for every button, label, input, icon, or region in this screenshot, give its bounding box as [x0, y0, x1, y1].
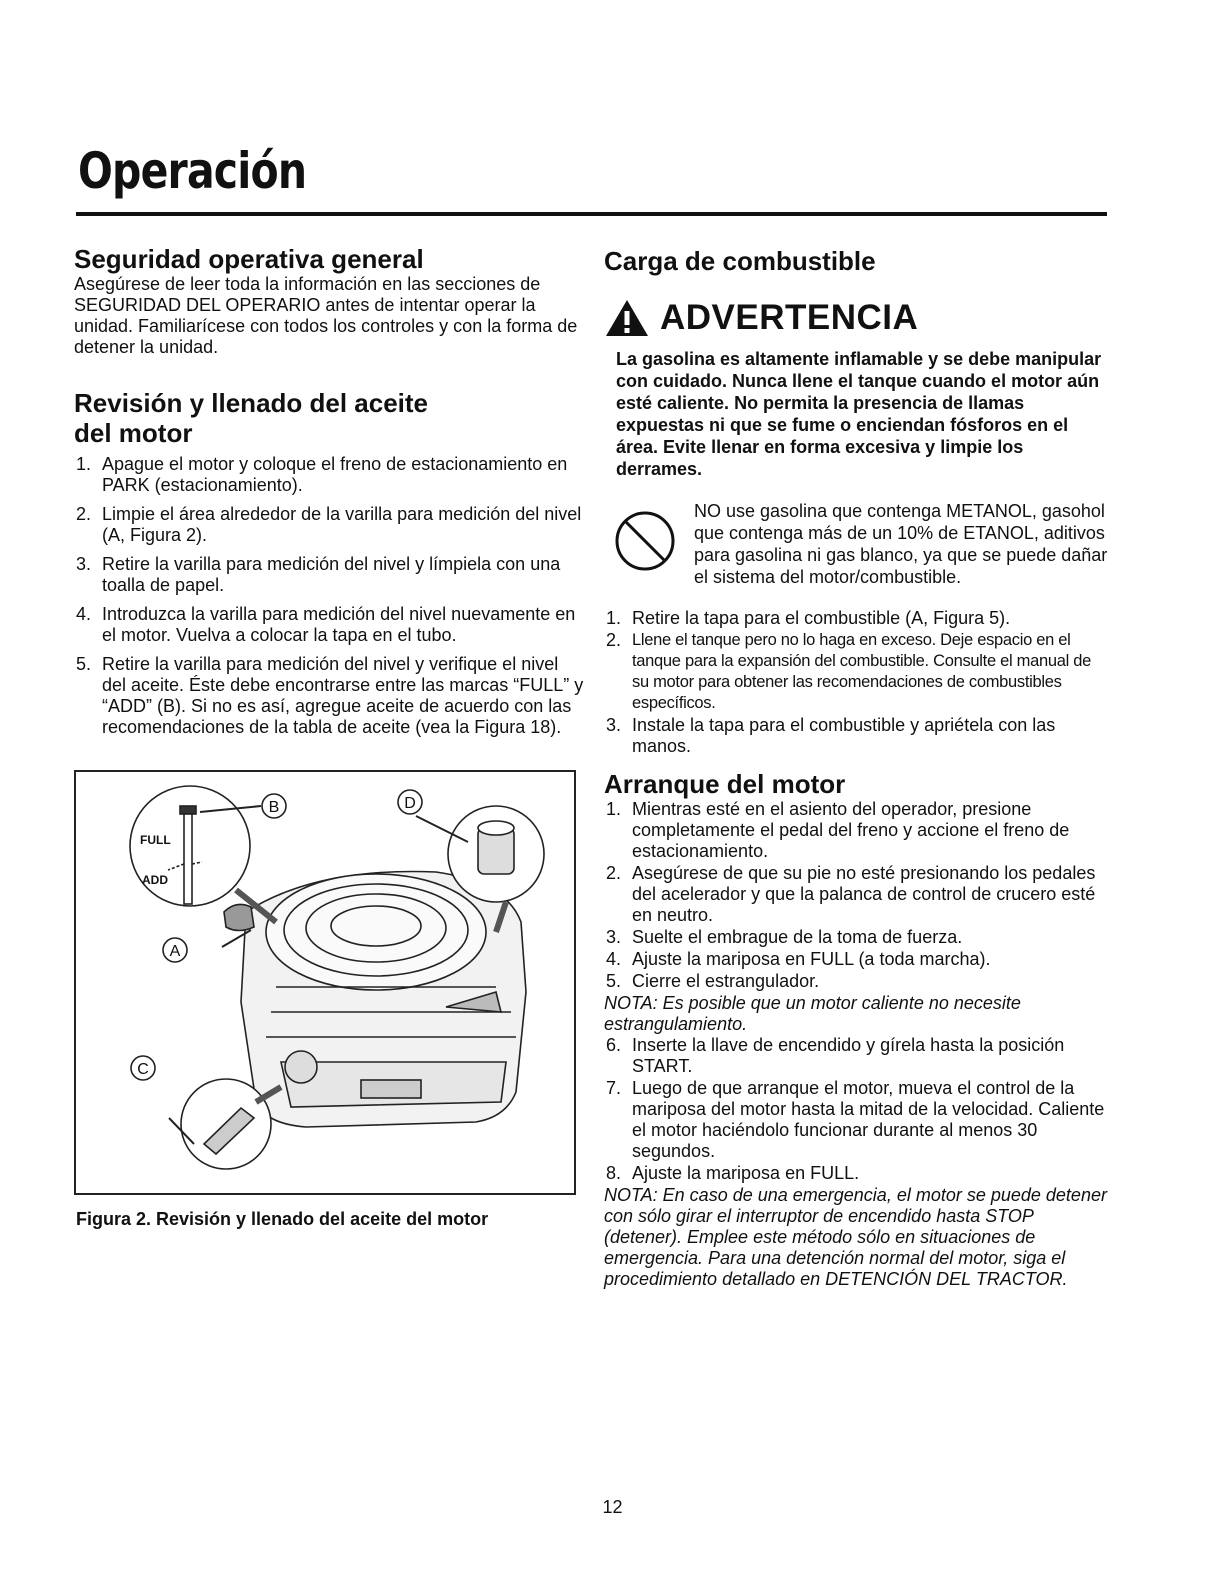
list-item: [604, 630, 1109, 714]
step-number: 1.: [76, 454, 92, 474]
list-item: [74, 554, 584, 596]
page-title: Operación: [78, 142, 307, 200]
prohibition-text: NO use gasolina que contenga METANOL, gasohol que contenga más de un 10% de ETANOL, aditivos para gasolina ni gas blanco, ya que se puede dañar el sistema del motor/combustible.: [694, 501, 1108, 587]
step-number: 2.: [606, 863, 622, 883]
figure-caption: Figura 2. Revisión y llenado del aceite del motor: [76, 1209, 489, 1229]
step-text: Llene el tanque pero no lo haga en exceso. Deje espacio en el tanque para la expansión del combustible. Consulte el manual de su motor para obtener las recomendaciones de combustibles específicos.: [632, 631, 1091, 712]
left-column: [74, 244, 584, 1230]
list-item: [604, 1078, 1109, 1162]
step-text: Cierre el estrangulador.: [632, 971, 820, 991]
list-item: [604, 799, 1109, 862]
list-item: [604, 971, 1109, 992]
general-safety-text: Asegúrese de leer toda la información en las secciones de SEGURIDAD DEL OPERARIO antes de intentar operar la unidad. Familiarícese con todos los controles y con la forma de detener la unidad.: [74, 274, 578, 357]
step-number: 1.: [606, 799, 622, 819]
prohibited-icon: [614, 510, 676, 572]
step-text: Mientras esté en el asiento del operador, presione completamente el pedal del freno y accione el freno de estacionamiento.: [632, 799, 1070, 861]
list-item: [604, 1163, 1109, 1184]
note-choke: NOTA: Es posible que un motor caliente no necesite estrangulamiento.: [604, 993, 1021, 1034]
starting-section: [604, 769, 1109, 1290]
callout-d-label: D: [404, 795, 416, 812]
list-item: [74, 654, 584, 738]
step-number: 1.: [606, 608, 622, 628]
step-number: 4.: [76, 604, 92, 624]
step-text: Instale la tapa para el combustible y apriétela con las manos.: [632, 715, 1056, 756]
step-number: 8.: [606, 1163, 622, 1183]
step-text: Inserte la llave de encendido y gírela hasta la posición START.: [632, 1035, 1065, 1076]
fueling-heading: Carga de combustible: [604, 246, 876, 276]
engine-figure: [74, 770, 576, 1195]
step-text: Introduzca la varilla para medición del nivel nuevamente en el motor. Vuelva a colocar la tapa en el tubo.: [102, 604, 576, 645]
step-number: 3.: [76, 554, 92, 574]
step-number: 5.: [606, 971, 622, 991]
step-text: Retire la varilla para medición del nivel y límpiela con una toalla de papel.: [102, 554, 561, 595]
starting-steps: [604, 799, 1109, 992]
oil-check-steps: [74, 454, 584, 738]
dipstick-full-label: FULL: [140, 833, 171, 847]
list-item: [74, 504, 584, 546]
warning-triangle-icon: [604, 298, 650, 338]
fueling-section: [604, 246, 1109, 757]
step-text: Luego de que arranque el motor, mueva el control de la mariposa del motor hasta la mitad de la velocidad. Caliente el motor haciéndolo funcionar durante al menos 30 segundos.: [632, 1078, 1105, 1161]
step-text: Limpie el área alrededor de la varilla para medición del nivel (A, Figura 2).: [102, 504, 582, 545]
list-item: [74, 454, 584, 496]
step-number: 3.: [606, 715, 622, 735]
oil-check-heading: [74, 388, 584, 448]
list-item: [604, 863, 1109, 926]
engine-illustration: [76, 772, 578, 1197]
list-item: [604, 949, 1109, 970]
step-number: 3.: [606, 927, 622, 947]
title-divider: [76, 212, 1107, 216]
step-text: Ajuste la mariposa en FULL.: [632, 1163, 860, 1183]
list-item: [604, 927, 1109, 948]
prohibition-notice: [604, 500, 1109, 588]
step-number: 6.: [606, 1035, 622, 1055]
step-text: Retire la tapa para el combustible (A, Figura 5).: [632, 608, 1011, 628]
right-column: [604, 244, 1109, 1290]
starting-steps-continued: [604, 1035, 1109, 1184]
step-text: Retire la varilla para medición del nivel y verifique el nivel del aceite. Éste debe encontrarse entre las marcas “FULL” y “ADD” (B). Si no es así, agregue aceite de acuerdo con las recomendaciones de la tabla de aceite (vea la Figura 18).: [102, 654, 584, 737]
general-safety-heading: Seguridad operativa general: [74, 244, 424, 274]
step-number: 7.: [606, 1078, 622, 1098]
oil-check-heading-line1: Revisión y llenado del aceite: [74, 388, 429, 418]
dipstick-add-label: ADD: [142, 873, 168, 887]
warning-text: La gasolina es altamente inflamable y se debe manipular con cuidado. Nunca llene el tanque cuando el motor aún esté caliente. No permita la presencia de llamas expuestas ni que se fume o enciendan fósforos en el área. Evite llenar en forma excesiva y limpie los derrames.: [616, 349, 1102, 479]
fueling-steps: [604, 608, 1109, 757]
page-number: 12: [602, 1497, 623, 1517]
step-text: Apague el motor y coloque el freno de estacionamiento en PARK (estacionamiento).: [102, 454, 568, 495]
step-text: Ajuste la mariposa en FULL (a toda marcha).: [632, 949, 991, 969]
callout-b-label: B: [268, 799, 280, 816]
note-emergency-stop: NOTA: En caso de una emergencia, el motor se puede detener con sólo girar el interruptor de encendido hasta STOP (detener). Emplee este método sólo en situaciones de emergencia. Para una detención normal del motor, siga el procedimiento detallado en DETENCIÓN DEL TRACTOR.: [604, 1185, 1107, 1289]
step-text: Suelte el embrague de la toma de fuerza.: [632, 927, 963, 947]
step-text: Asegúrese de que su pie no esté presionando los pedales del acelerador y que la palanca de control de crucero esté en neutro.: [632, 863, 1096, 925]
callout-a-label: A: [169, 943, 181, 960]
list-item: [604, 608, 1109, 629]
oil-check-heading-line2: del motor: [74, 418, 193, 448]
step-number: 5.: [76, 654, 92, 674]
list-item: [74, 604, 584, 646]
step-number: 2.: [76, 504, 92, 524]
oil-check-section: [74, 388, 584, 738]
starting-heading: Arranque del motor: [604, 769, 846, 799]
warning-title: ADVERTENCIA: [660, 298, 919, 337]
list-item: [604, 715, 1109, 757]
general-safety-section: [74, 244, 584, 358]
warning-header: [604, 298, 1109, 338]
list-item: [604, 1035, 1109, 1077]
step-number: 4.: [606, 949, 622, 969]
callout-c-label: C: [137, 1061, 149, 1078]
step-number: 2.: [606, 630, 622, 650]
